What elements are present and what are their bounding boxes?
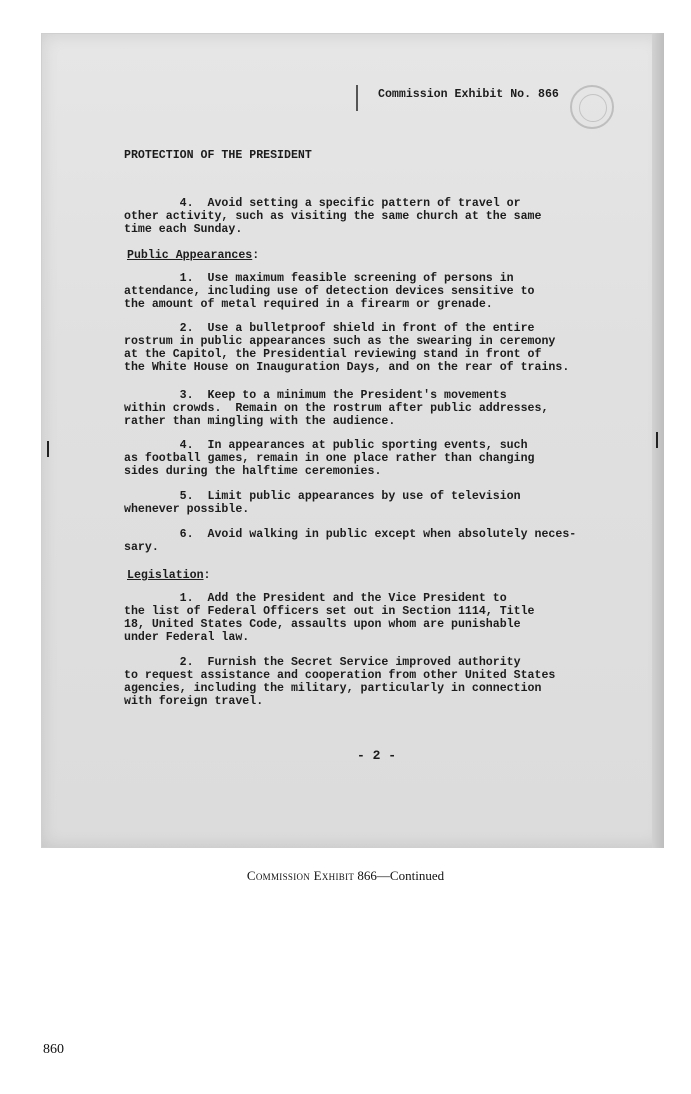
scan-page-number: - 2 -: [357, 748, 397, 763]
seal-stamp-icon: [570, 85, 614, 129]
page-number: 860: [43, 1042, 64, 1057]
legislation-item-1: 1. Add the President and the Vice President to the list of Federal Officers set out in Section 1114, Title 18, United States Code, assaults upon whom are punishable under Federal law.: [124, 592, 535, 644]
intro-paragraph: 4. Avoid setting a specific pattern of travel or other activity, such as visiting the same church at the same time each Sunday.: [124, 197, 542, 236]
legislation-item-2: 2. Furnish the Secret Service improved authority to request assistance and cooperation from other United States agencies, including the military, particularly in connection with foreign travel.: [124, 656, 556, 708]
header-divider-mark: [356, 85, 358, 111]
public-appearances-item-1: 1. Use maximum feasible screening of persons in attendance, including use of detection devices sensitive to the amount of metal required in a firearm or grenade.: [124, 272, 535, 311]
exhibit-header: Commission Exhibit No. 866: [378, 88, 559, 101]
public-appearances-item-6: 6. Avoid walking in public except when absolutely neces- sary.: [124, 528, 577, 554]
public-appearances-item-4: 4. In appearances at public sporting events, such as football games, remain in one place rather than changing sides during the halftime ceremonies.: [124, 439, 535, 478]
right-margin-mark: [656, 432, 658, 448]
public-appearances-item-5: 5. Limit public appearances by use of television whenever possible.: [124, 490, 521, 516]
public-appearances-heading: Public Appearances:: [127, 249, 260, 262]
left-margin-mark: [47, 441, 49, 457]
scan-edge-shadow: [652, 33, 664, 848]
section-title: PROTECTION OF THE PRESIDENT: [124, 149, 312, 162]
public-appearances-item-2: 2. Use a bulletproof shield in front of the entire rostrum in public appearances such as the swearing in ceremony at the Capitol, the Presidential reviewing stand in front of the White House on Inauguration Days, and on the rear of trains.: [124, 322, 570, 374]
legislation-heading: Legislation:: [127, 569, 211, 582]
public-appearances-item-3: 3. Keep to a minimum the President's movements within crowds. Remain on the rostrum after public addresses, rather than mingling with the audience.: [124, 389, 549, 428]
exhibit-caption: Commission Exhibit 866—Continued: [246, 868, 445, 883]
